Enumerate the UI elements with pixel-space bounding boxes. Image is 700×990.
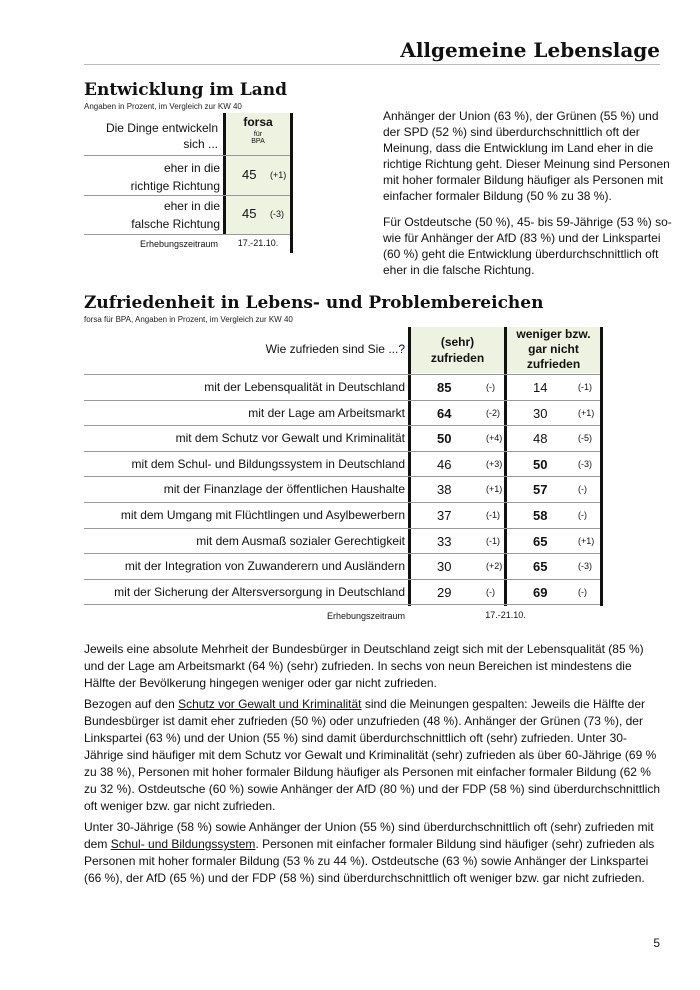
- table-divider: [600, 327, 603, 606]
- row-divider: [84, 553, 600, 554]
- section2-subtitle: forsa für BPA, Angaben in Prozent, im Vergleich zur KW 40: [84, 315, 293, 324]
- row-label-richtig: eher in die richtige Richtung: [130, 161, 220, 193]
- change-dissatisfied: (-): [578, 586, 587, 597]
- value-dissatisfied: 48: [533, 431, 548, 447]
- row-label: mit dem Schutz vor Gewalt und Kriminalität: [175, 431, 405, 446]
- value-dissatisfied: 30: [533, 405, 548, 421]
- period-label: Erhebungszeitraum: [139, 239, 218, 249]
- row-value-richtig: 45: [242, 167, 257, 182]
- col2-header: weniger bzw. gar nicht zufrieden: [516, 327, 591, 371]
- header-divider: [84, 64, 660, 65]
- row-label: mit dem Schul- und Bildungssystem in Deutschland: [131, 456, 405, 471]
- row-label: mit dem Ausmaß sozialer Gerechtigkeit: [196, 533, 405, 548]
- value-satisfied: 38: [437, 482, 452, 498]
- value-satisfied: 50: [437, 431, 452, 447]
- change-dissatisfied: (-): [578, 484, 587, 495]
- change-satisfied: (-1): [486, 510, 500, 520]
- value-satisfied: 29: [437, 584, 452, 600]
- section1-commentary: Anhänger der Union (63 %), der Grünen (55 %) und der SPD (52 %) sind überdurchschnittlich oft der Meinung, dass die Entwicklung im Land eher in die richtige Richtung geht. Dieser Meinung sind Personen mit hoher formaler Bildung häufiger als Personen mit einfacher formaler Bildung (50 % zu 38 %). Für Ostdeutsche (50 %), 45- bis 59-Jährige (53 %) so-wie für Anhänger der AfD (83 %) und der Linkspartei (60 %) geht die Entwicklung überdurchschnittlich oft eher in die falsche Richtung.: [383, 109, 672, 277]
- body-text: Jeweils eine absolute Mehrheit der Bundesbürger in Deutschland zeigt sich mit der Lebensqualität (85 %) und der Lage am Arbeitsmarkt (64 %) (sehr) zufrieden. In sechs von neun Bereichen ist mindestens die Hälfte der Bevölkerung hingegen weniger oder gar nicht zufrieden. Bezogen auf den Schutz vor Gewalt und Kriminalität sind die Meinungen gespalten: Jeweils die Hälfte der Bundesbürger ist damit eher zufrieden (50 %) oder unzufrieden (48 %). Anhänger der Grünen (73 %), der Linkspartei (63 %) und der Union (55 %) sind damit überdurchschnittlich oft (sehr) zufrieden. Unter 30-Jährige sind häufiger mit dem Schutz vor Gewalt und Kriminalität (sehr) zufrieden als über 60-Jährige (69 % zu 38 %), Personen mit hoher formaler Bildung häufiger als Personen mit einfacher formaler Bildung (62 % zu 32 %). Ostdeutsche (60 %) sowie Anhänger der AfD (80 %) und der FDP (58 %) sind überdurchschnittlich oft weniger bzw. gar nicht zufrieden. Unter 30-Jährige (58 %) sowie Anhänger der Union (55 %) sind überdurchschnittlich oft (sehr) zufrieden mit dem Schul- und Bildungssystem. Personen mit einfacher formaler Bildung sind häufiger (sehr) zufrieden als Personen mit hoher formaler Bildung (53 % zu 44 %). Ostdeutsche (63 %) sowie Anhänger der Linkspartei (66 %), der AfD (65 %) und der FDP (58 %) sind überdurchschnittlich oft weniger bzw. gar nicht zufrieden.: [84, 642, 661, 885]
- row-divider: [84, 425, 600, 426]
- row-divider: [84, 528, 600, 529]
- question-label: Wie zufrieden sind Sie ...?: [265, 342, 405, 356]
- change-satisfied: (-1): [486, 535, 500, 546]
- col1-header: (sehr) zufrieden: [430, 335, 485, 365]
- value-dissatisfied: 58: [533, 508, 548, 523]
- page-number: 5: [653, 936, 660, 950]
- row-label: mit dem Umgang mit Flüchtlingen und Asylbewerbern: [120, 508, 405, 522]
- change-dissatisfied: (-3): [578, 561, 592, 572]
- value-satisfied: 85: [437, 380, 452, 395]
- value-dissatisfied: 57: [533, 482, 548, 498]
- value-dissatisfied: 14: [533, 380, 548, 395]
- forsa-column-header: forsa für BPA: [243, 115, 273, 145]
- change-satisfied: (+2): [486, 561, 503, 572]
- value-satisfied: 64: [437, 405, 452, 421]
- change-dissatisfied: (-3): [578, 458, 592, 469]
- section1-title: Entwicklung im Land: [84, 80, 287, 100]
- row-divider: [84, 451, 600, 452]
- period-label: Erhebungszeitraum: [326, 611, 405, 621]
- table-divider-right: [290, 113, 293, 253]
- row-divider: [84, 155, 290, 156]
- section2-title: Zufriedenheit in Lebens- und Problembereichen: [84, 293, 544, 313]
- question-label: Die Dinge entwickeln sich ...: [105, 121, 218, 151]
- change-satisfied: (+4): [486, 433, 503, 444]
- row-change-falsch: (-3): [270, 209, 284, 219]
- value-dissatisfied: 65: [533, 559, 548, 575]
- change-dissatisfied: (+1): [578, 407, 595, 418]
- row-change-richtig: (+1): [270, 170, 287, 180]
- change-satisfied: (+1): [486, 484, 503, 495]
- value-satisfied: 46: [437, 456, 452, 472]
- change-dissatisfied: (-): [578, 510, 587, 520]
- change-dissatisfied: (+1): [578, 535, 595, 546]
- row-label-falsch: eher in die falsche Richtung: [131, 199, 220, 231]
- page-header-title: Allgemeine Lebenslage: [400, 38, 660, 62]
- row-divider: [84, 195, 290, 196]
- change-dissatisfied: (-5): [578, 433, 592, 444]
- value-satisfied: 30: [437, 559, 452, 575]
- row-label: mit der Lebensqualität in Deutschland: [204, 380, 405, 394]
- row-divider: [84, 234, 290, 235]
- row-divider: [84, 400, 600, 401]
- change-satisfied: (-2): [486, 407, 500, 418]
- row-divider: [84, 374, 600, 375]
- row-divider: [84, 476, 600, 477]
- table-divider: [408, 327, 411, 606]
- row-label: mit der Lage am Arbeitsmarkt: [248, 405, 405, 420]
- change-dissatisfied: (-1): [578, 382, 592, 392]
- change-satisfied: (-): [486, 382, 495, 392]
- value-dissatisfied: 69: [533, 584, 548, 600]
- value-dissatisfied: 50: [533, 456, 548, 472]
- row-value-falsch: 45: [242, 206, 257, 221]
- row-divider: [84, 579, 600, 580]
- row-label: mit der Integration von Zuwanderern und Ausländern: [124, 559, 405, 574]
- change-satisfied: (+3): [486, 458, 503, 469]
- change-satisfied: (-): [486, 586, 495, 597]
- row-label: mit der Finanzlage der öffentlichen Haushalte: [163, 482, 405, 497]
- value-satisfied: 37: [437, 508, 452, 523]
- period-value: 17.-21.10.: [237, 238, 279, 248]
- row-label: mit der Sicherung der Altersversorgung in Deutschland: [114, 584, 405, 599]
- value-satisfied: 33: [437, 533, 452, 549]
- value-dissatisfied: 65: [533, 533, 548, 549]
- row-divider: [84, 604, 600, 605]
- period-value: 17.-21.10.: [485, 610, 526, 620]
- section1-subtitle: Angaben in Prozent, im Vergleich zur KW 40: [84, 102, 242, 111]
- row-divider: [84, 502, 600, 503]
